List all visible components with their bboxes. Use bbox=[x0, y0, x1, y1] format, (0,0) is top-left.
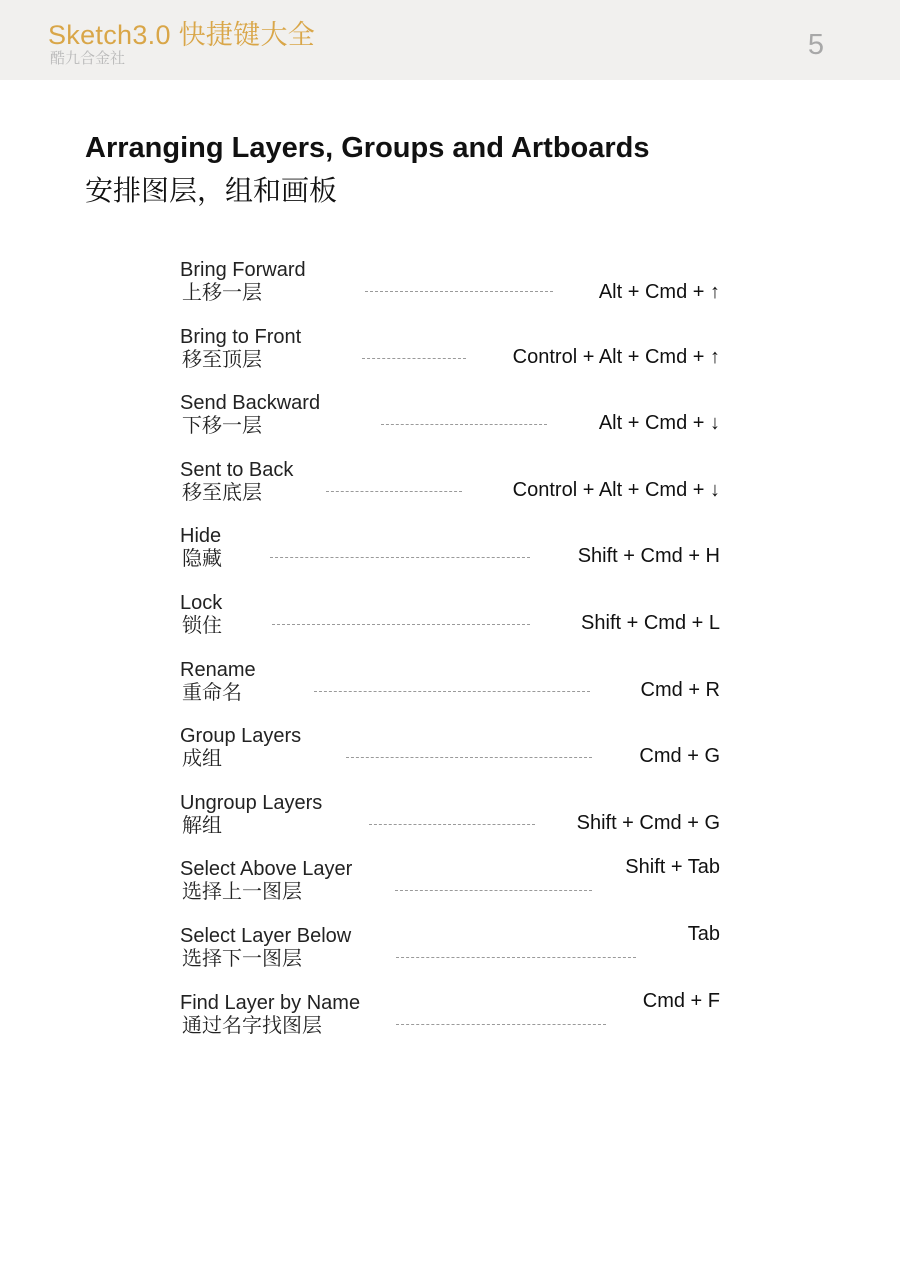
shortcut-label-zh: 下移一层 bbox=[182, 415, 262, 438]
brand-title: Sketch3.0 快捷键大全 bbox=[48, 20, 316, 50]
dotted-leader bbox=[272, 624, 530, 625]
shortcut-row-bring-forward bbox=[180, 256, 720, 323]
shortcut-keys: Shift + Cmd + H bbox=[577, 545, 720, 568]
shortcut-label-en: Bring to Front bbox=[180, 325, 302, 348]
shortcut-keys: Control + Alt + Cmd + ↑ bbox=[512, 345, 720, 368]
dotted-leader bbox=[365, 291, 553, 292]
shortcut-keys: Control + Alt + Cmd + ↓ bbox=[512, 478, 720, 501]
page-header bbox=[0, 0, 900, 80]
shortcut-label-zh: 移至顶层 bbox=[182, 348, 262, 371]
shortcut-row-select-above-layer bbox=[180, 855, 720, 922]
shortcut-keys: Shift + Cmd + L bbox=[581, 611, 720, 634]
shortcut-row-lock bbox=[180, 589, 720, 656]
shortcut-label-zh: 选择下一图层 bbox=[182, 947, 302, 970]
shortcut-keys: Cmd + F bbox=[642, 989, 720, 1012]
shortcut-keys: Shift + Tab bbox=[625, 856, 720, 879]
page-number: 5 bbox=[807, 29, 824, 61]
shortcut-label-en: Sent to Back bbox=[180, 458, 294, 481]
shortcut-label-en: Select Above Layer bbox=[180, 858, 353, 881]
shortcut-row-ungroup-layers bbox=[180, 789, 720, 856]
shortcut-label-en: Hide bbox=[180, 525, 222, 548]
shortcut-label-en: Send Backward bbox=[180, 392, 321, 415]
shortcut-label-en: Rename bbox=[180, 658, 256, 681]
shortcut-label-zh: 重命名 bbox=[182, 681, 242, 704]
shortcut-label-en: Lock bbox=[180, 591, 223, 614]
dotted-leader bbox=[314, 691, 590, 692]
shortcut-row-send-backward bbox=[180, 389, 720, 456]
shortcut-label-en: Find Layer by Name bbox=[180, 991, 361, 1014]
shortcut-keys: Alt + Cmd + ↑ bbox=[598, 281, 720, 303]
shortcut-row-hide bbox=[180, 522, 720, 589]
dotted-leader bbox=[396, 1024, 606, 1025]
dotted-leader bbox=[362, 358, 466, 359]
shortcut-label-zh: 移至底层 bbox=[182, 481, 262, 504]
shortcut-label-zh: 解组 bbox=[182, 814, 222, 837]
brand-subtitle: 酷九合金社 bbox=[50, 50, 126, 67]
shortcut-keys: Shift + Cmd + G bbox=[576, 811, 720, 834]
shortcut-keys: Tab bbox=[687, 922, 720, 945]
dotted-leader bbox=[369, 824, 535, 825]
shortcut-row-bring-to-front bbox=[180, 323, 720, 390]
shortcut-row-rename bbox=[180, 656, 720, 723]
section-title-chinese: 安排图层，组和画板 bbox=[85, 175, 338, 206]
dotted-leader bbox=[270, 557, 530, 558]
shortcut-keys: Cmd + G bbox=[639, 745, 720, 768]
shortcut-label-en: Select Layer Below bbox=[180, 924, 352, 947]
shortcut-keys: Cmd + R bbox=[640, 678, 720, 701]
shortcut-label-zh: 通过名字找图层 bbox=[182, 1014, 322, 1037]
section-title-english: Arranging Layers, Groups and Artboards bbox=[85, 132, 650, 164]
shortcut-label-zh: 锁住 bbox=[182, 614, 222, 637]
shortcut-row-group-layers bbox=[180, 722, 720, 789]
shortcut-label-en: Bring Forward bbox=[180, 259, 306, 281]
shortcut-row-select-layer-below bbox=[180, 922, 720, 989]
shortcut-label-en: Group Layers bbox=[180, 725, 302, 748]
shortcut-label-zh: 隐藏 bbox=[182, 548, 222, 571]
shortcut-list bbox=[180, 256, 720, 1055]
dotted-leader bbox=[326, 491, 462, 492]
shortcut-label-en: Ungroup Layers bbox=[180, 791, 323, 814]
dotted-leader bbox=[381, 424, 547, 425]
shortcut-label-zh: 选择上一图层 bbox=[182, 881, 302, 904]
shortcut-row-find-layer-by-name bbox=[180, 989, 720, 1056]
dotted-leader bbox=[346, 757, 592, 758]
dotted-leader bbox=[396, 957, 636, 958]
dotted-leader bbox=[395, 890, 592, 891]
shortcut-keys: Alt + Cmd + ↓ bbox=[598, 412, 720, 435]
shortcut-label-zh: 成组 bbox=[182, 748, 222, 771]
shortcut-label-zh: 上移一层 bbox=[182, 282, 262, 304]
shortcut-row-send-to-back bbox=[180, 456, 720, 523]
